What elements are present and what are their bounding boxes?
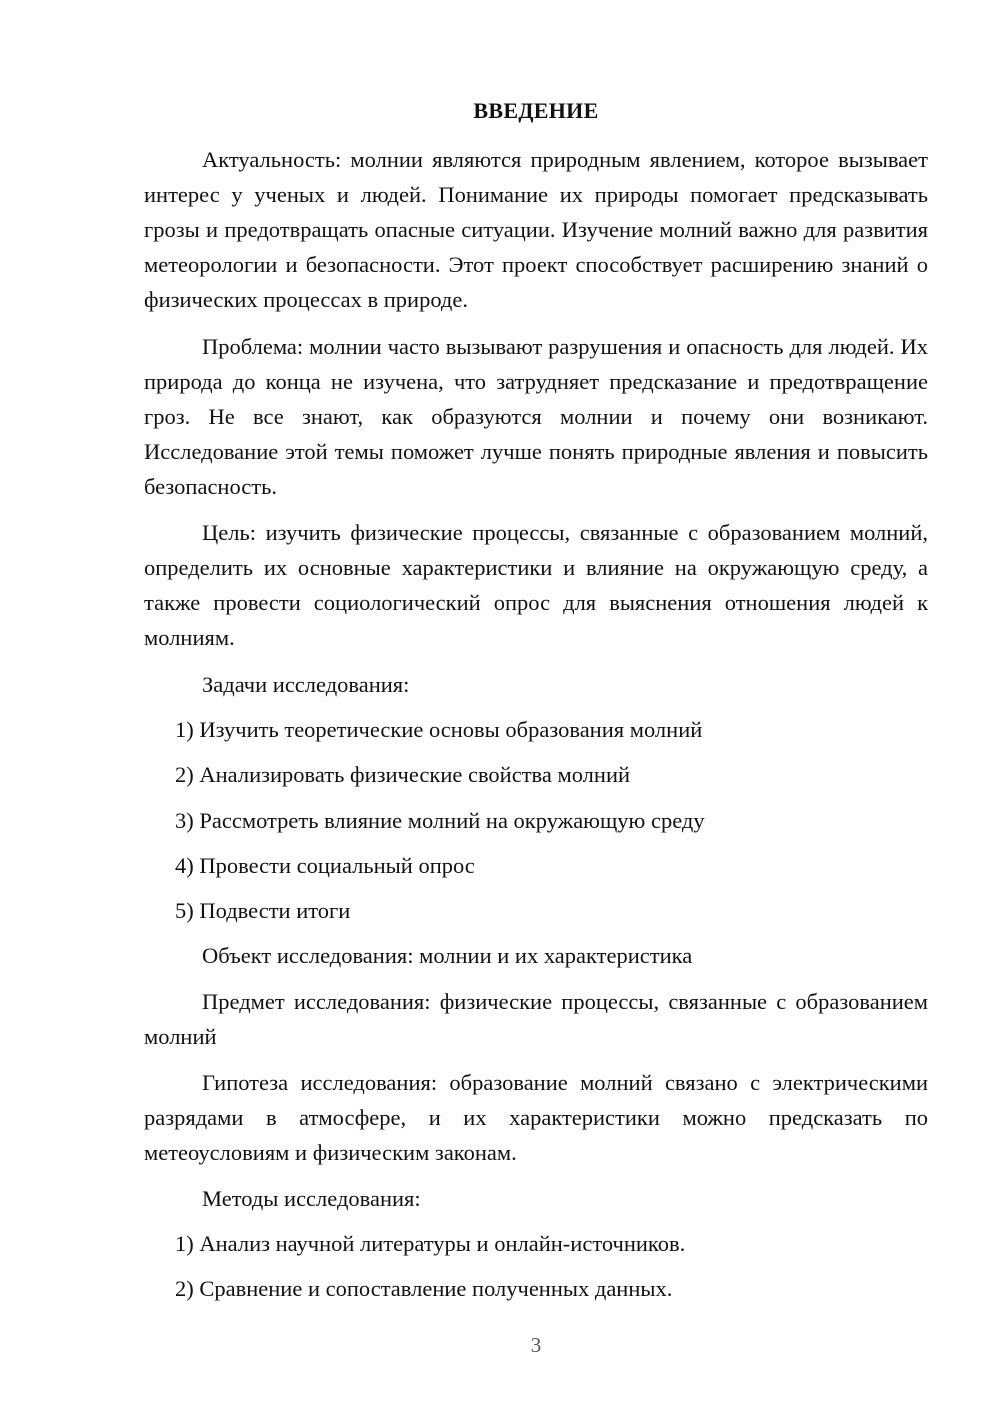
hypothesis-paragraph: Гипотеза исследования: образование молний связано с электрическими разрядами в атмосфере, и их характеристики можно предсказать по метеоусловиям и физическим законам. <box>144 1070 928 1165</box>
task-item: 4) Провести социальный опрос <box>175 853 475 878</box>
method-item: 2) Сравнение и сопоставление полученных данных. <box>175 1276 673 1301</box>
problem-paragraph: Проблема: молнии часто вызывают разрушения и опасность для людей. Их природа до конца не изучена, что затрудняет предсказание и предотвращение гроз. Не все знают, как образуются молнии и почему они возникают. Исследование этой темы поможет лучше понять природные явления и повысить безопасность. <box>144 334 928 499</box>
methods-heading: Методы исследования: <box>202 1186 421 1211</box>
task-item: 5) Подвести итоги <box>175 898 351 923</box>
relevance-paragraph: Актуальность: молнии являются природным явлением, которое вызывает интерес у ученых и людей. Понимание их природы помогает предсказывать грозы и предотвращать опасные ситуации. Изучение молний важно для развития метеорологии и безопасности. Этот проект способствует расширению знаний о физических процессах в природе. <box>144 147 928 312</box>
task-item: 2) Анализировать физические свойства молний <box>175 762 631 787</box>
goal-paragraph: Цель: изучить физические процессы, связанные с образованием молний, определить их основные характеристики и влияние на окружающую среду, а также провести социологический опрос для выяснения отношения людей к молниям. <box>144 520 928 650</box>
tasks-heading: Задачи исследования: <box>202 672 410 697</box>
method-item: 1) Анализ научной литературы и онлайн-источников. <box>175 1231 686 1256</box>
task-item: 3) Рассмотреть влияние молний на окружающую среду <box>175 808 705 833</box>
page-title: ВВЕДЕНИЕ <box>473 98 599 123</box>
subject-paragraph: Предмет исследования: физические процессы, связанные с образованием молний <box>144 989 928 1049</box>
object-line: Объект исследования: молнии и их характеристика <box>202 943 693 968</box>
page-number: 3 <box>530 1333 542 1357</box>
task-item: 1) Изучить теоретические основы образования молний <box>175 717 703 742</box>
